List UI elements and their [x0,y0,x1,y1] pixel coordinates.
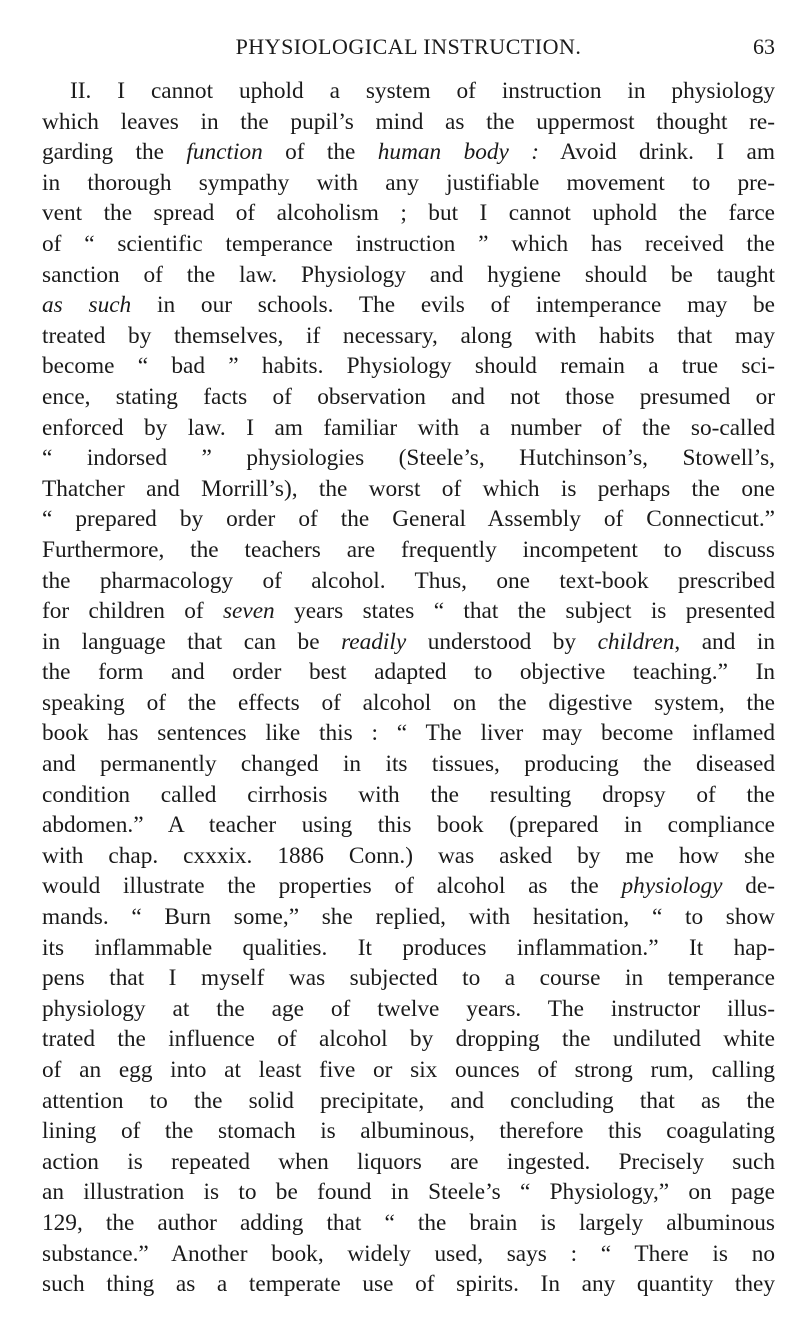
text-run: the form and order best adapted to objective teaching.” In [42,659,775,686]
text-line [42,229,775,260]
text-run: in language that can be [42,628,342,655]
text-line [42,1269,775,1300]
text-run: 129, the author adding that “ the brain is largely albuminous [42,1209,775,1236]
text-line [42,596,775,627]
text-run: vent the spread of alcoholism ; but I cannot uphold the farce [42,200,775,227]
text-line [42,1239,775,1270]
text-line [42,76,775,107]
text-run: become “ bad ” habits. Physiology should remain a true sci- [42,353,775,380]
text-line [42,566,775,597]
text-run: years states “ that the subject is presented [274,598,775,625]
text-run: its inflammable qualities. It produces inflammation.” It hap- [42,934,775,961]
text-line [42,780,775,811]
text-run: would illustrate the properties of alcohol as the [42,873,622,900]
text-line [42,474,775,505]
text-line [42,413,775,444]
italic-text: seven [222,598,275,625]
text-run: substance.” Another book, widely used, says : “ There is no [42,1240,775,1267]
text-run: of an egg into at least five or six ounces of strong rum, calling [42,1057,775,1083]
text-run: II. I cannot uphold a system of instruction in physiology [70,78,775,104]
text-line [42,963,775,994]
text-run: understood by [406,628,598,655]
text-line [42,994,775,1025]
text-run: sanction of the law. Physiology and hygiene should be taught [42,261,775,288]
text-run: of the [262,139,378,166]
text-line [42,841,775,872]
text-line [42,871,775,902]
running-title: PHYSIOLOGICAL INSTRUCTION. [235,34,582,59]
italic-text: readily [341,628,407,655]
text-line [42,902,775,933]
text-line [42,107,775,138]
text-run: attention to the solid precipitate, and concluding that as the [42,1087,775,1114]
text-line [42,321,775,352]
text-line [42,260,775,291]
text-run: “ indorsed ” physiologies (Steele’s, Hutchinson’s, Stowell’s, [42,445,775,472]
italic-text: children [597,628,675,655]
text-line [42,810,775,841]
text-line [42,718,775,749]
text-line [42,1208,775,1239]
text-line [42,657,775,688]
text-run: lining of the stomach is albuminous, therefore this coagulating [42,1118,775,1145]
text-line [42,1086,775,1117]
text-line [42,382,775,413]
text-run: “ prepared by order of the General Assembly of Connecticut.” [42,506,775,533]
text-run: abdomen.” A teacher using this book (prepared in compliance [42,812,775,839]
text-run: Thatcher and Morrill’s), the worst of which is perhaps the one [42,475,775,502]
text-run: Avoid drink. I am [539,139,775,166]
text-run: Furthermore, the teachers are frequently incompetent to discuss [42,536,775,563]
text-run: and permanently changed in its tissues, producing the diseased [42,751,775,778]
text-line [42,290,775,321]
text-line [42,504,775,535]
text-run: for children of [42,598,223,625]
text-line [42,198,775,229]
text-line [42,688,775,719]
text-run: mands. “ Burn some,” she replied, with hesitation, “ to show [42,904,775,931]
text-run: which leaves in the pupil’s mind as the uppermost thought re- [42,108,775,135]
text-run: action is repeated when liquors are ingested. Precisely such [42,1148,775,1175]
body-paragraph [42,76,775,1300]
text-line [42,749,775,780]
text-line [42,1055,775,1086]
text-run: enforced by law. I am familiar with a number of the so-called [42,414,775,441]
text-line [42,168,775,199]
text-run: treated by themselves, if necessary, along with habits that may [42,322,775,349]
italic-text: physiology [621,873,723,900]
text-line [42,351,775,382]
text-run: the pharmacology of alcohol. Thus, one text-book prescribed [42,567,775,594]
italic-text: human body : [377,139,540,166]
text-line [42,1024,775,1055]
text-line [42,1147,775,1178]
text-line [42,1116,775,1147]
text-run: ence, stating facts of observation and not those presumed or [42,383,775,410]
text-line [42,1177,775,1208]
text-run: speaking of the effects of alcohol on the digestive system, the [42,689,775,716]
text-line [42,627,775,658]
text-line [42,933,775,964]
text-run: physiology at the age of twelve years. The instructor illus- [42,995,775,1022]
text-run: with chap. cxxxix. 1886 Conn.) was asked by me how she [42,842,775,869]
text-line [42,535,775,566]
text-run: an illustration is to be found in Steele’s “ Physiology,” on page [42,1179,775,1206]
italic-text: as such [42,292,132,319]
text-run: in thorough sympathy with any justifiable movement to pre- [42,169,775,196]
text-run: of “ scientific temperance instruction ” which has received the [42,230,775,257]
page-number: 63 [753,34,775,59]
text-run: condition called cirrhosis with the resulting dropsy of the [42,781,775,808]
text-line [42,137,775,168]
text-run: garding the [42,139,187,166]
text-run: book has sentences like this : “ The liver may become inflamed [42,720,775,747]
text-run: such thing as a temperate use of spirits. In any quantity they [42,1271,775,1298]
text-run: trated the influence of alcohol by dropping the undiluted white [42,1026,775,1053]
running-head [42,32,775,62]
italic-text: function [186,139,263,166]
text-run: pens that I myself was subjected to a course in temperance [42,965,775,992]
text-line [42,443,775,474]
text-run: , and in [674,628,775,655]
text-run: de- [722,873,775,900]
text-run: in our schools. The evils of intemperance may be [131,292,775,319]
